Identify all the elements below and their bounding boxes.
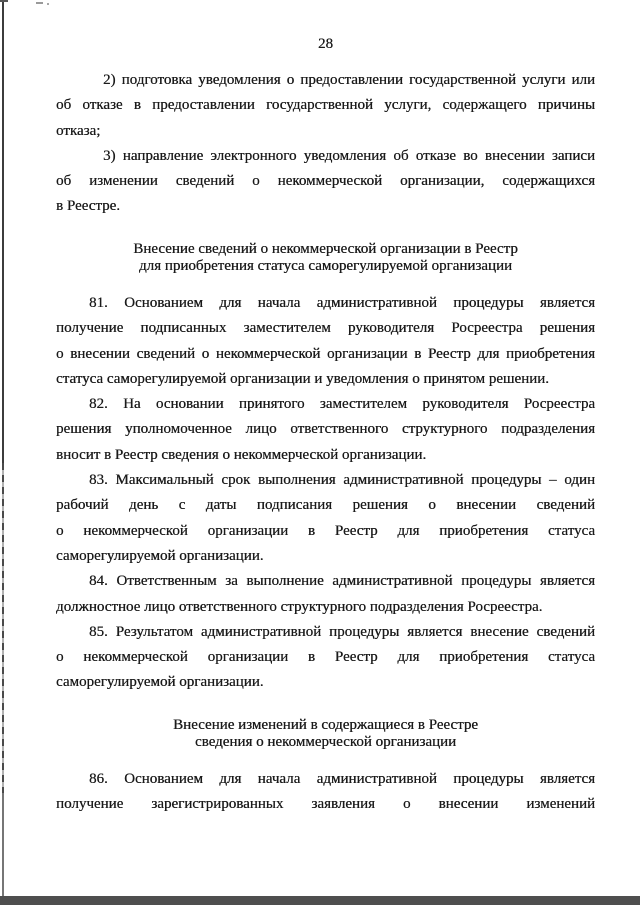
scan-edge-line-dashed [2,463,4,793]
scan-corner-tick [0,0,8,2]
scan-top-dot [47,3,49,5]
text-line: отказа; [56,122,101,139]
heading-line: сведения о некоммерческой организации [194,734,457,751]
paragraph [56,620,595,696]
text-line: об отказе в предоставлении государственной услуги, содержащего причины [56,97,595,114]
text-line: вносит в Реестр сведения о некоммерческой организации. [56,446,427,463]
text-line: 86. Основанием для начала административной процедуры является [89,770,595,787]
text-line: саморегулируемой организации. [56,547,264,564]
section-heading [56,241,595,276]
text-line: получение зарегистрированных заявления о внесении изменений [56,796,595,813]
heading-line: Внесение изменений в содержащиеся в Реестре [173,716,478,733]
text-line: об изменении сведений о некоммерческой организации, содержащихся [56,173,595,190]
text-line: 84. Ответственным за выполнение административной процедуры является [89,573,595,590]
scan-bottom-bar [0,896,640,905]
paragraph [56,144,595,220]
text-line: о внесении сведений о некоммерческой организации в Реестр для приобретения [56,345,595,362]
paragraph [56,291,595,392]
text-line: 82. На основании принятого заместителем руководителя Росреестра [89,396,595,413]
paragraph [56,68,595,144]
text-line: 83. Максимальный срок выполнения административной процедуры – один [89,472,595,489]
text-line: саморегулируемой организации. [56,674,264,691]
paragraph [56,468,595,569]
document-body [56,68,595,818]
paragraph [56,767,595,818]
scan-edge-line-top [2,0,4,463]
document-content [56,32,595,817]
scan-edge-line-bottom [2,793,4,905]
section-heading [56,717,595,752]
page-number: 28 [318,36,333,52]
heading-line: для приобретения статуса саморегулируемой организации [138,258,512,275]
text-line: статуса саморегулируемой организации и уведомления о принятом решении. [56,370,549,387]
paragraph [56,392,595,468]
scan-top-dash [36,2,43,4]
text-line: рабочий день с даты подписания решения о внесении сведений [56,497,595,514]
text-line: 3) направление электронного уведомления об отказе во внесении записи [103,147,595,164]
text-line: 85. Результатом административной процедуры является внесение сведений [89,623,595,640]
text-line: получение подписанных заместителем руководителя Росреестра решения [56,320,595,337]
paragraph [56,569,595,620]
heading-line: Внесение сведений о некоммерческой организации в Реестр [133,240,518,257]
text-line: в Реестре. [56,198,120,215]
text-line: 2) подготовка уведомления о предоставлении государственной услуги или [103,71,595,88]
text-line: решения уполномоченное лицо ответственного структурного подразделения [56,421,595,438]
text-line: должностное лицо ответственного структурного подразделения Росреестра. [56,598,543,615]
text-line: о некоммерческой организации в Реестр для приобретения статуса [56,522,595,539]
text-line: о некоммерческой организации в Реестр для приобретения статуса [56,649,595,666]
text-line: 81. Основанием для начала административной процедуры является [89,294,595,311]
